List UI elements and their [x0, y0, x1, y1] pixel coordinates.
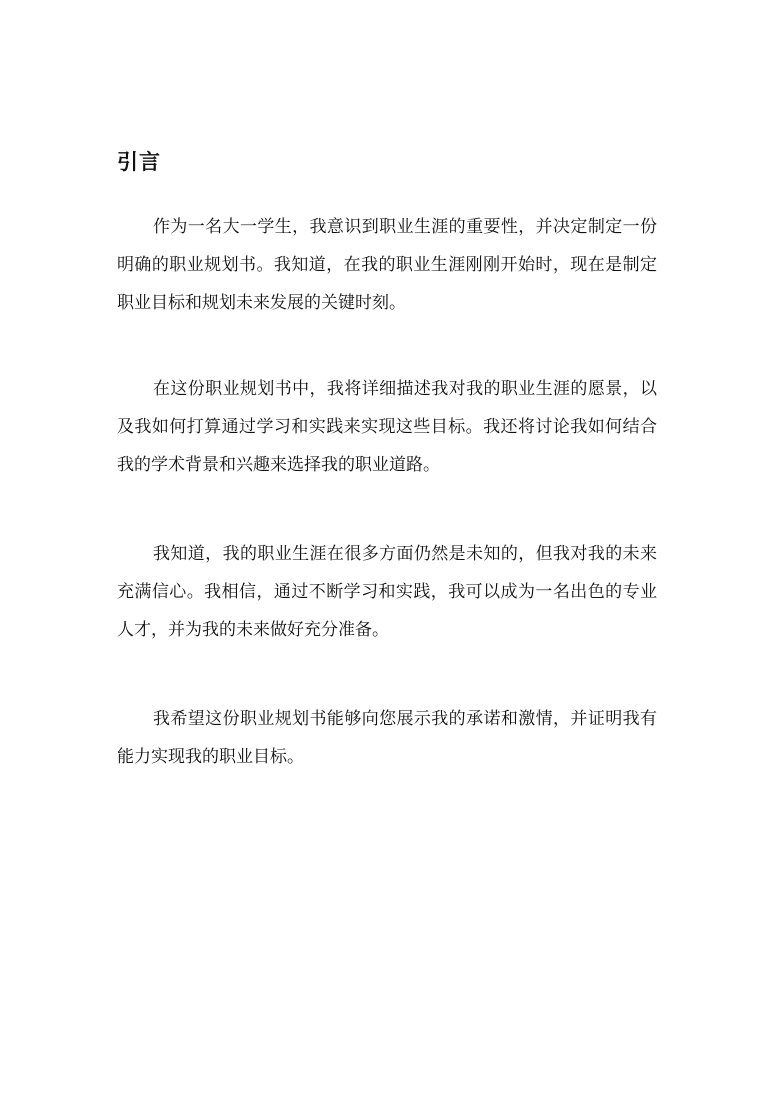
paragraph-2: 在这份职业规划书中，我将详细描述我对我的职业生涯的愿景，以及我如何打算通过学习和实践来实现这些目标。我还将讨论我如何结合我的学术背景和兴趣来选择我的职业道路。 — [117, 379, 657, 475]
paragraph-4: 我希望这份职业规划书能够向您展示我的承诺和激情，并证明我有能力实现我的职业目标。 — [117, 709, 657, 767]
section-heading: 引言 — [117, 150, 161, 174]
paragraph-3: 我知道，我的职业生涯在很多方面仍然是未知的，但我对我的未来充满信心。我相信，通过不断学习和实践，我可以成为一名出色的专业人才，并为我的未来做好充分准备。 — [117, 544, 657, 640]
paragraph-1: 作为一名大一学生，我意识到职业生涯的重要性，并决定制定一份明确的职业规划书。我知道，在我的职业生涯刚刚开始时，现在是制定职业目标和规划未来发展的关键时刻。 — [117, 217, 657, 313]
